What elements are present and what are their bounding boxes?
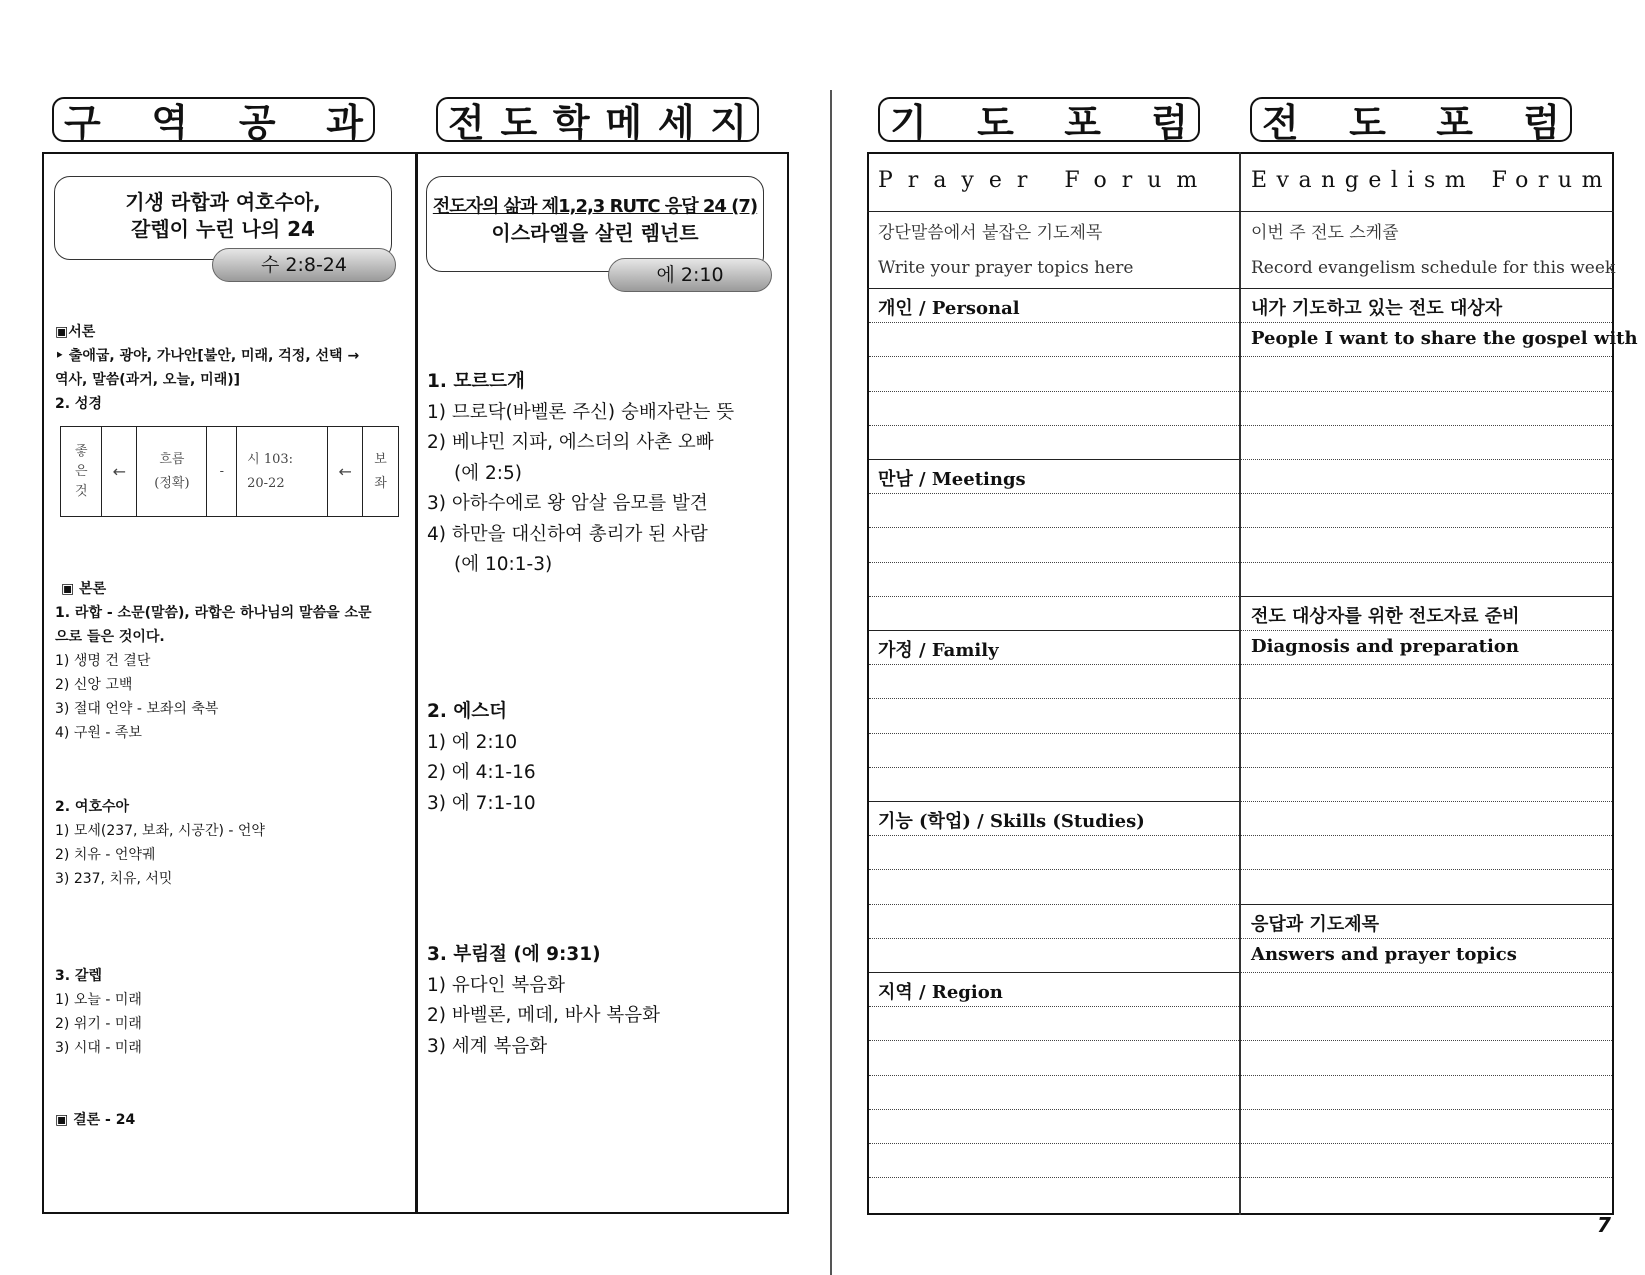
joshua-item: 2) 치유 - 언약궤 (55, 847, 156, 863)
evangelism-writing-line (1241, 1040, 1612, 1041)
evangelism-writing-line (1241, 425, 1612, 426)
evangelism-writing-line (1241, 493, 1612, 494)
prayer-writing-line (869, 322, 1239, 323)
flow-throne: 보 좌 (363, 427, 399, 517)
lesson-header-char: 구 (64, 101, 101, 145)
esther-item: 1) 에 2:10 (427, 731, 518, 753)
evangelism-writing-line (1241, 801, 1612, 802)
caleb-item: 1) 오늘 - 미래 (55, 992, 142, 1008)
conclusion (55, 1108, 415, 1132)
conclusion-text: ▣ 결론 - 24 (55, 1112, 136, 1128)
prayer-forum-header (878, 97, 1200, 145)
evangelism-section-targets-en: People I want to share the gospel with (1251, 328, 1638, 349)
message-point-1 (427, 367, 787, 581)
prayer-section-meetings: 만남 / Meetings (878, 469, 1026, 490)
evangelism-forum-title: Evangelism Forum (1251, 168, 1612, 193)
lesson-header-char: 역 (151, 101, 189, 145)
esther-heading: 2. 에스더 (427, 701, 507, 722)
prayer-section-skills: 기능 (학업) / Skills (Studies) (878, 811, 1145, 832)
mordecai-item: 3) 아하수에로 왕 암살 음모를 발견 (427, 493, 708, 514)
rahab-item: 2) 신앙 고백 (55, 677, 133, 693)
evangelism-section-prep-ko: 전도 대상자를 위한 전도자료 준비 (1251, 606, 1520, 627)
rahab-item: 1) 생명 건 결단 (55, 653, 151, 669)
purim-item: 1) 유다인 복음화 (427, 974, 565, 996)
mordecai-item: 2) 베냐민 지파, 에스더의 사촌 오빠 (427, 432, 714, 453)
joshua-item: 3) 237, 치유, 서밋 (55, 871, 173, 887)
prayer-header-char: 도 (977, 101, 1014, 145)
intro-line: ‣ 출애굽, 광야, 가나안[불안, 미래, 걱정, 선택 → (55, 348, 360, 364)
lesson-scripture-ref: 수 2:8-24 (212, 248, 396, 282)
evangelism-writing-line (1241, 664, 1612, 665)
lesson-title-line2: 갈렙이 누린 나의 24 (131, 217, 315, 241)
prayer-section-region: 지역 / Region (878, 982, 1003, 1003)
evangelism-writing-line (1241, 1109, 1612, 1110)
prayer-writing-line (869, 1143, 1239, 1144)
evangelism-writing-line (1241, 356, 1612, 357)
prayer-prompt-ko: 강단말씀에서 붙잡은 기도제목 (878, 223, 1103, 243)
lesson-header-char: 공 (238, 101, 276, 145)
message-header-char: 메 (605, 101, 643, 145)
caleb-item: 3) 시대 - 미래 (55, 1040, 142, 1056)
message-point-2 (427, 697, 787, 819)
page-gutter-line (830, 90, 832, 1275)
left-page-divider (415, 152, 418, 1214)
message-header-char: 학 (552, 101, 590, 145)
prayer-writing-line (869, 425, 1239, 426)
lesson-intro (55, 320, 415, 416)
flow-good-things: 좋 은 것 (61, 427, 102, 517)
evangelism-header-char: 럼 (1523, 101, 1560, 145)
message-title-line1: 전도자의 삶과 제1,2,3 RUTC 응답 24 (7) (432, 196, 758, 217)
message-header-char: 전 (448, 101, 485, 145)
purim-item: 2) 바벨론, 메데, 바사 복음화 (427, 1005, 660, 1026)
prayer-section-family: 가정 / Family (878, 640, 999, 661)
lesson-header-char: 과 (326, 101, 363, 145)
rahab-item: 4) 구원 - 족보 (55, 725, 142, 741)
message-point-3 (427, 940, 787, 1062)
mordecai-item: 1) 므로닥(바벨론 주신) 숭배자란는 뜻 (427, 401, 735, 423)
prayer-forum-title: Prayer Forum (878, 168, 1213, 193)
prayer-header-char: 럼 (1151, 101, 1188, 145)
prayer-section-divider (869, 459, 1239, 460)
lesson-body (55, 577, 415, 745)
prayer-writing-line (869, 904, 1239, 905)
prayer-header-char: 포 (1064, 101, 1101, 145)
message-scripture-ref: 에 2:10 (608, 258, 772, 292)
evangelism-section-divider (1241, 596, 1612, 597)
caleb-item: 2) 위기 - 미래 (55, 1016, 142, 1032)
evangelism-writing-line (1241, 630, 1612, 631)
evangelism-prompt-ko: 이번 주 전도 스케쥴 (1251, 223, 1399, 243)
evangelism-header-char: 도 (1349, 101, 1386, 145)
prayer-writing-line (869, 938, 1239, 939)
flow-arrow: ← (328, 427, 363, 517)
intro-line: 역사, 말씀(과거, 오늘, 미래)] (55, 372, 241, 388)
caleb-section (55, 964, 415, 1060)
prayer-writing-line (869, 596, 1239, 597)
lesson-header (52, 97, 375, 145)
message-header-char: 세 (657, 101, 695, 145)
evangelism-writing-line (1241, 835, 1612, 836)
prayer-writing-line (869, 1075, 1239, 1076)
mordecai-heading: 1. 모르드개 (427, 371, 525, 392)
flow-diagram-table (60, 426, 399, 517)
esther-item: 3) 에 7:1-10 (427, 792, 536, 814)
intro-heading: ▣서론 (55, 324, 96, 340)
message-header (436, 97, 759, 145)
esther-item: 2) 에 4:1-16 (427, 762, 536, 783)
prayer-writing-line (869, 493, 1239, 494)
evangelism-forum-header (1250, 97, 1572, 145)
evangelism-section-divider (1241, 904, 1612, 905)
evangelism-writing-line (1241, 733, 1612, 734)
prayer-writing-line (869, 1040, 1239, 1041)
evangelism-writing-line (1241, 972, 1612, 973)
prayer-writing-line (869, 391, 1239, 392)
evangelism-writing-line (1241, 869, 1612, 870)
prayer-writing-line (869, 698, 1239, 699)
message-header-char: 지 (710, 101, 747, 145)
title-rule (867, 211, 1614, 212)
evangelism-section-targets-ko: 내가 기도하고 있는 전도 대상자 (1251, 298, 1503, 319)
prayer-writing-line (869, 562, 1239, 563)
evangelism-writing-line (1241, 767, 1612, 768)
prayer-section-divider (869, 630, 1239, 631)
page-number: 7 (1597, 1213, 1611, 1237)
evangelism-writing-line (1241, 322, 1612, 323)
evangelism-writing-line (1241, 1006, 1612, 1007)
intro-bible-heading: 2. 성경 (55, 396, 102, 412)
prayer-writing-line (869, 869, 1239, 870)
evangelism-writing-line (1241, 1075, 1612, 1076)
evangelism-writing-line (1241, 938, 1612, 939)
evangelism-section-answers-en: Answers and prayer topics (1251, 944, 1517, 965)
prayer-writing-line (869, 835, 1239, 836)
mordecai-item: (에 2:5) (454, 462, 522, 484)
evangelism-writing-line (1241, 459, 1612, 460)
lesson-title-line1: 기생 라합과 여호수아, (125, 190, 321, 214)
flow-psalm: 시 103: 20-22 (237, 427, 328, 517)
prompt-rule (867, 288, 1614, 289)
joshua-heading: 2. 여호수아 (55, 799, 130, 815)
prayer-section-divider (869, 972, 1239, 973)
purim-heading: 3. 부림절 (에 9:31) (427, 944, 601, 965)
prayer-section-personal: 개인 / Personal (878, 298, 1020, 319)
evangelism-header-char: 전 (1262, 101, 1299, 145)
body-heading: ▣ 본론 (61, 581, 107, 597)
evangelism-writing-line (1241, 1177, 1612, 1178)
mordecai-item: (에 10:1-3) (454, 554, 553, 575)
right-page-divider (1239, 152, 1241, 1215)
evangelism-writing-line (1241, 698, 1612, 699)
message-title-line2: 이스라엘을 살린 렘넌트 (491, 221, 699, 245)
joshua-section (55, 795, 415, 891)
prayer-writing-line (869, 356, 1239, 357)
flow-arrow: ← (102, 427, 137, 517)
prayer-writing-line (869, 1109, 1239, 1110)
purim-item: 3) 세계 복음화 (427, 1035, 548, 1057)
evangelism-section-prep-en: Diagnosis and preparation (1251, 636, 1519, 657)
evangelism-header-char: 포 (1436, 101, 1473, 145)
prayer-writing-line (869, 1177, 1239, 1178)
mordecai-item: 4) 하만을 대신하여 총리가 된 사람 (427, 523, 708, 545)
evangelism-writing-line (1241, 391, 1612, 392)
rahab-item: 3) 절대 언약 - 보좌의 축복 (55, 701, 219, 717)
prayer-writing-line (869, 767, 1239, 768)
prayer-prompt-en: Write your prayer topics here (878, 258, 1134, 278)
evangelism-prompt-en: Record evangelism schedule for this week (1251, 258, 1616, 278)
prayer-writing-line (869, 664, 1239, 665)
prayer-section-divider (869, 801, 1239, 802)
prayer-writing-line (869, 527, 1239, 528)
evangelism-writing-line (1241, 562, 1612, 563)
message-header-char: 도 (500, 101, 538, 145)
caleb-heading: 3. 갈렙 (55, 968, 102, 984)
evangelism-writing-line (1241, 527, 1612, 528)
rahab-heading: 1. 라합 - 소문(말씀), 라합은 하나님의 말씀을 소문 (55, 605, 372, 621)
flow-dash: - (207, 427, 237, 517)
flow-stream: 흐름 (정확) (137, 427, 207, 517)
prayer-header-char: 기 (890, 101, 927, 145)
evangelism-writing-line (1241, 1143, 1612, 1144)
rahab-heading-cont: 으로 들은 것이다. (55, 629, 165, 645)
prayer-writing-line (869, 733, 1239, 734)
evangelism-section-answers-ko: 응답과 기도제목 (1251, 914, 1379, 935)
prayer-writing-line (869, 1006, 1239, 1007)
joshua-item: 1) 모세(237, 보좌, 시공간) - 언약 (55, 823, 265, 839)
